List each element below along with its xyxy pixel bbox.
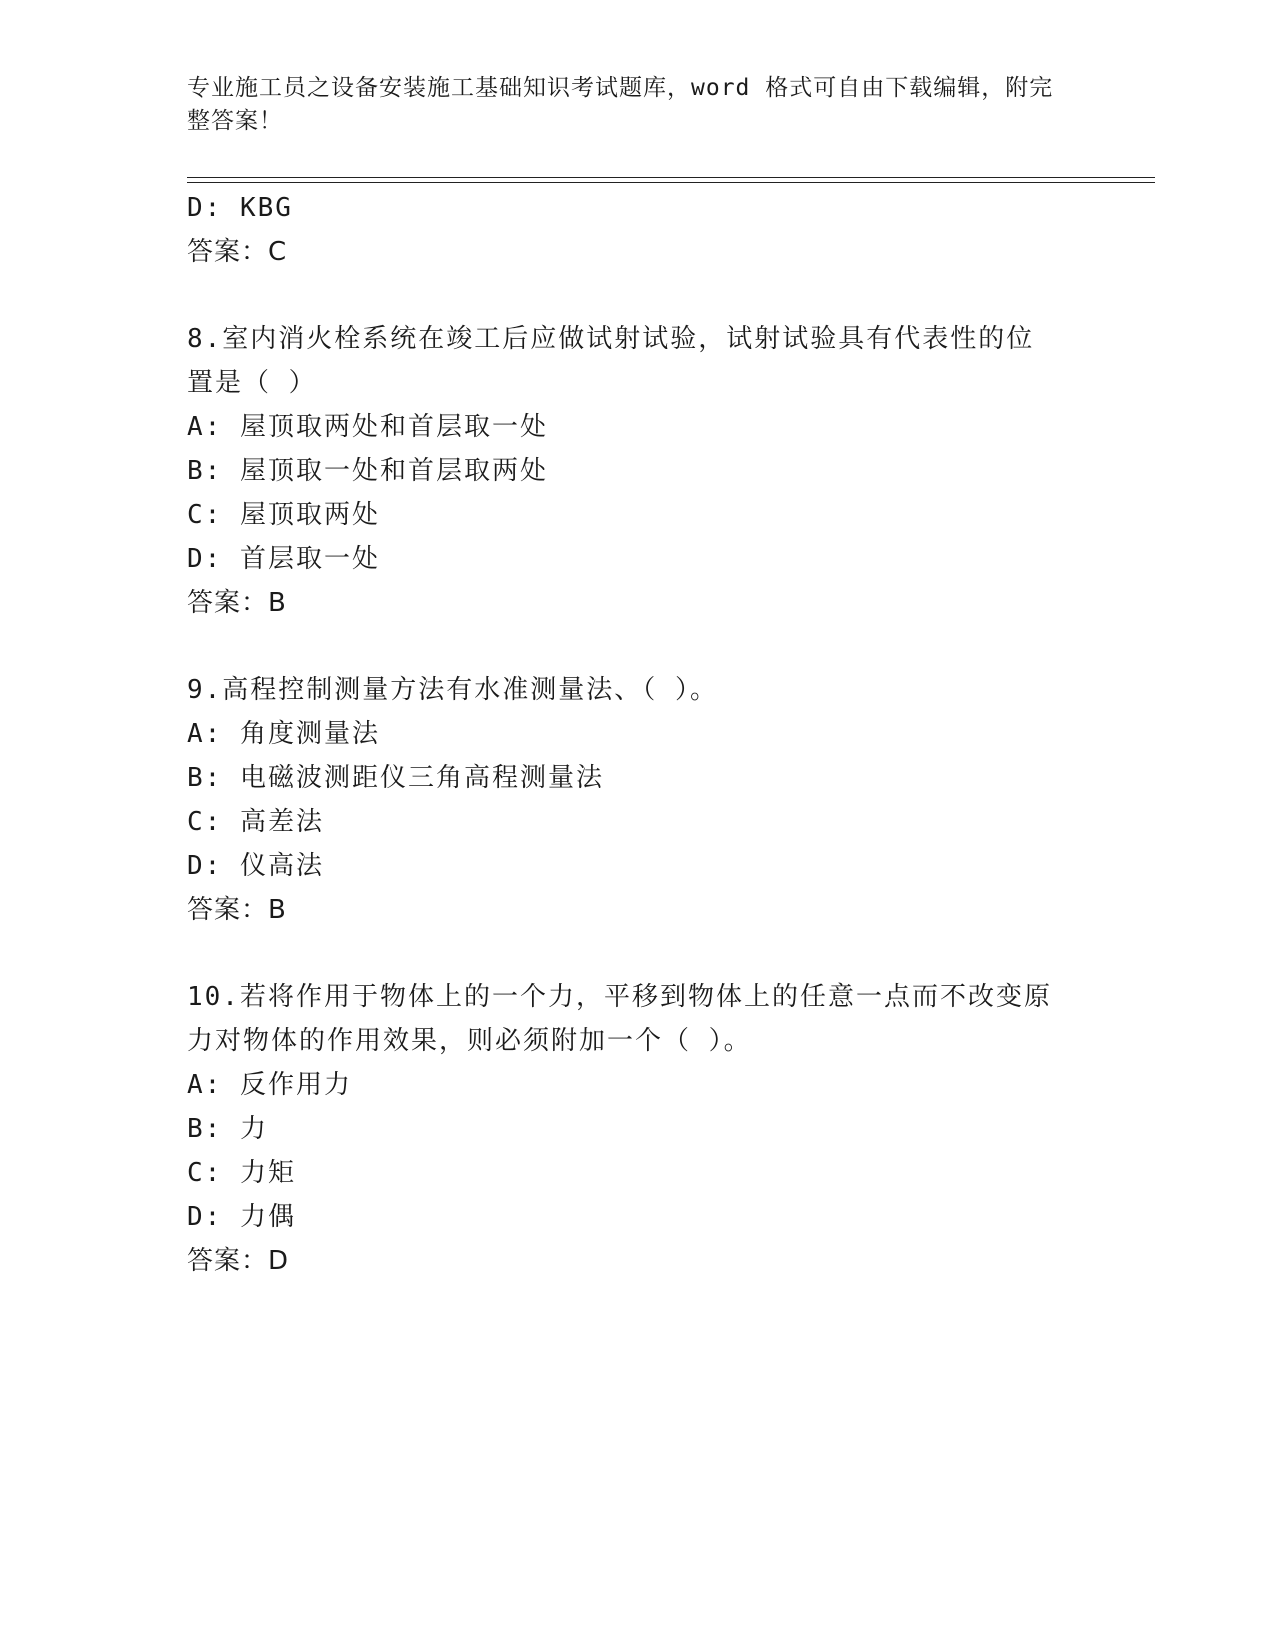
prev-answer: 答案：C xyxy=(187,237,288,267)
q8-option-b: B: 屋顶取一处和首层取两处 xyxy=(187,456,548,486)
q10-option-a: A: 反作用力 xyxy=(187,1070,352,1100)
header-divider-top xyxy=(187,177,1155,178)
q10-answer: 答案：D xyxy=(187,1246,290,1276)
q8-option-a: A: 屋顶取两处和首层取一处 xyxy=(187,412,548,442)
q9-stem-line-1: 9.高程控制测量方法有水准测量法、（ ）。 xyxy=(187,675,718,705)
header-line-2: 整答案！ xyxy=(187,108,283,134)
q10-stem-line-1: 10.若将作用于物体上的一个力，平移到物体上的任意一点而不改变原 xyxy=(187,982,1052,1012)
q10-stem-line-2: 力对物体的作用效果，则必须附加一个（ ）。 xyxy=(187,1026,752,1056)
q9-option-c: C: 高差法 xyxy=(187,807,324,837)
q10-option-d: D: 力偶 xyxy=(187,1202,296,1232)
header-line-1: 专业施工员之设备安装施工基础知识考试题库，word 格式可自由下载编辑，附完 xyxy=(187,75,1054,101)
q9-option-b: B: 电磁波测距仪三角高程测量法 xyxy=(187,763,604,793)
header-divider-bottom xyxy=(187,182,1155,183)
prev-option-d: D: KBG xyxy=(187,193,293,223)
q9-option-d: D: 仪高法 xyxy=(187,851,324,881)
q8-option-c: C: 屋顶取两处 xyxy=(187,500,380,530)
q9-option-a: A: 角度测量法 xyxy=(187,719,380,749)
q8-answer: 答案：B xyxy=(187,588,287,618)
q10-option-c: C: 力矩 xyxy=(187,1158,296,1188)
q8-option-d: D: 首层取一处 xyxy=(187,544,380,574)
q10-option-b: B: 力 xyxy=(187,1114,268,1144)
q9-answer: 答案：B xyxy=(187,895,287,925)
q8-stem-line-2: 置是（ ） xyxy=(187,368,317,398)
q8-stem-line-1: 8.室内消火栓系统在竣工后应做试射试验，试射试验具有代表性的位 xyxy=(187,324,1035,354)
document-header xyxy=(187,72,1067,138)
